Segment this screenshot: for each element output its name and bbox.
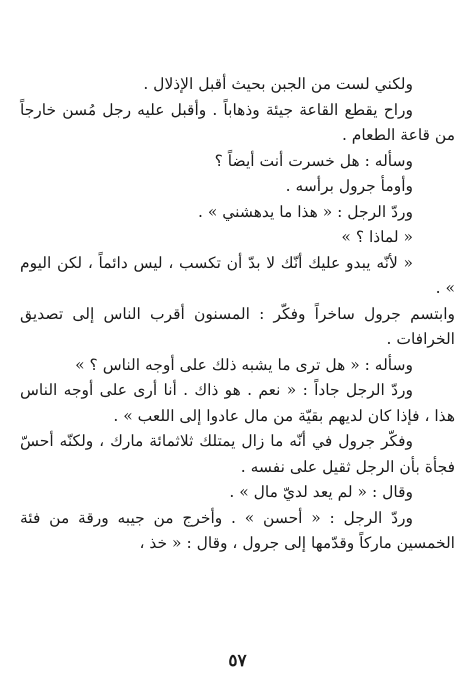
paragraph: وردّ الرجل جاداً : « نعم . هو ذاك . أنا أرى على أوجه الناس هذا ، فإذا كان لديهم بقيّة من مال عادوا إلى اللعب » . [20, 381, 455, 425]
paragraph: وردّ الرجل : « هذا ما يدهشني » . [198, 202, 413, 221]
paragraph: ولكني لست من الجبن بحيث أقبل الإذلال . [143, 75, 413, 93]
paragraph: وقال : « لم يعد لديّ مال » . [229, 483, 413, 501]
paragraph: « لأنّه يبدو عليك أنّك لا بدّ أن تكسب ، ليس دائماً ، لكن اليوم » . [20, 253, 455, 297]
paragraph: وسأله : « هل ترى ما يشبه ذلك على أوجه الناس ؟ » [75, 355, 413, 374]
body-text [20, 72, 455, 557]
paragraph: وسأله : هل خسرت أنت أيضاً ؟ [214, 151, 413, 170]
page-number: ٥٧ [228, 651, 247, 671]
paragraph: وابتسم جرول ساخراً وفكّر : المسنون أقرب الناس إلى تصديق الخرافات . [20, 304, 455, 348]
paragraph: وأومأ جرول برأسه . [285, 177, 413, 195]
paragraph: « لماذا ؟ » [341, 228, 413, 246]
paragraph: وردّ الرجل : « أحسن » . وأخرج من جيبه ورقة من فئة الخمسين ماركاً وقدّمها إلى جرول ، وقال : « خذ ، [20, 508, 455, 552]
paragraph: وراح يقطع القاعة جيئة وذهاباً . وأقبل عليه رجل مُسن خارجاً من قاعة الطعام . [20, 100, 455, 144]
paragraph: وفكّر جرول في أنّه ما زال يمتلك ثلاثمائة مارك ، ولكنّه أحسّ فجأة بأن الرجل ثقيل على نفسه . [20, 432, 455, 476]
